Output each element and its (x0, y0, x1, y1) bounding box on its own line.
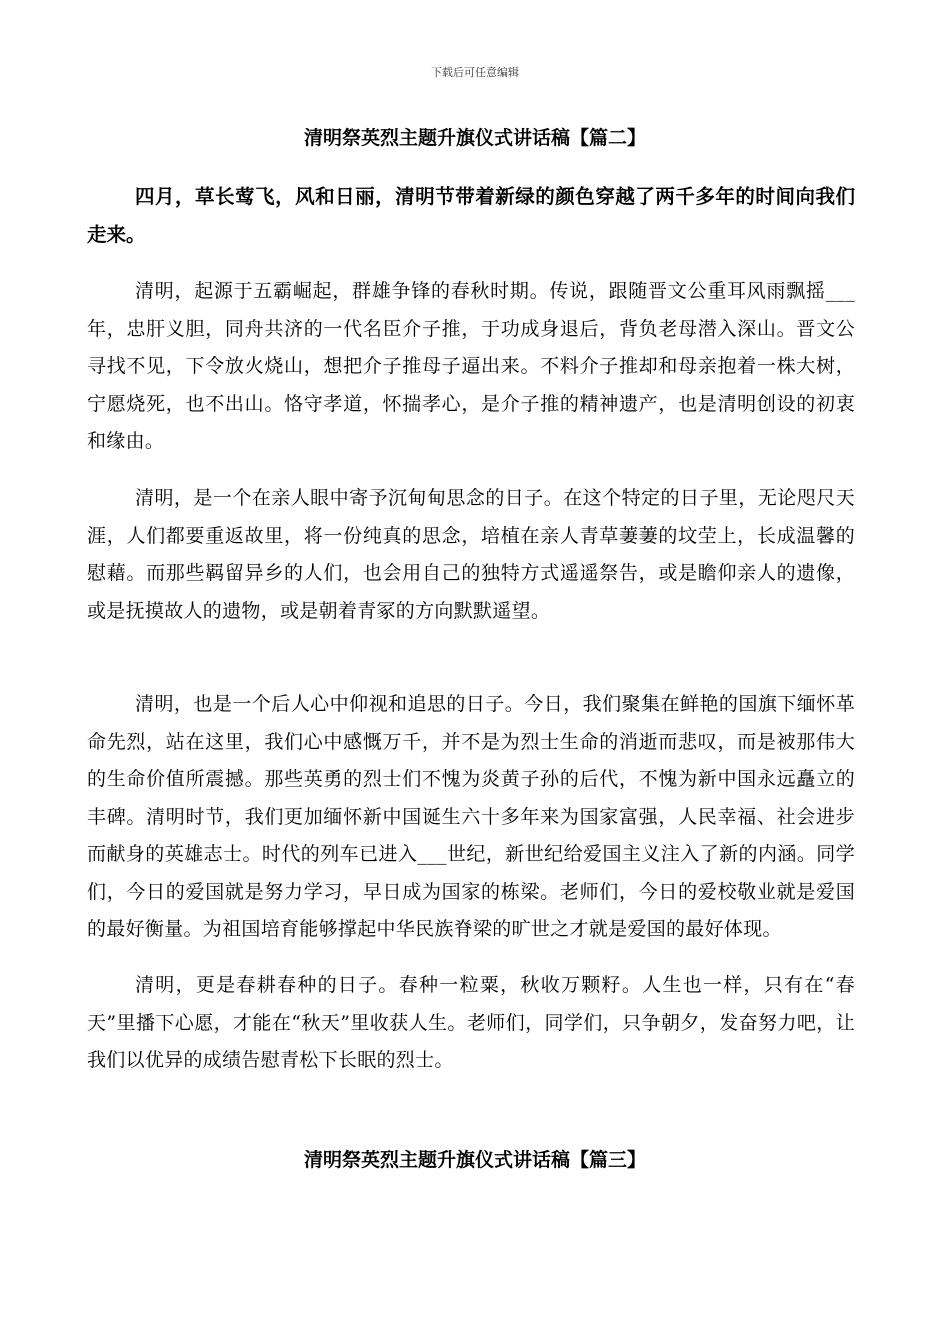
header-note: 下载后可任意编辑 (431, 66, 519, 79)
paragraph-spring-planting: 清明，更是春耕春种的日子。春种一粒粟，秋收万颗籽。人生也一样，只有在“春天”里播下心愿，才能在“秋天”里收获人生。老师们，同学们，只争朝夕，发奋努力吧，让我们以优异的成绩告慰青松下长眠的烈士。 (87, 974, 855, 1071)
paragraph-martyrs: 清明，也是一个后人心中仰视和追思的日子。今日，我们聚集在鲜艳的国旗下缅怀革命先烈，站在这里，我们心中感慨万千，并不是为烈士生命的消逝而悲叹，而是被那伟大的生命价值所震撼。那些英勇的烈士们不愧为炎黄子孙的后代，不愧为新中国永远矗立的丰碑。清明时节，我们更加缅怀新中国诞生六十多年来为国家富强，人民幸福、社会进步而献身的英雄志士。时代的列车已进入___世纪，新世纪给爱国主义注入了新的内涵。同学们，今日的爱国就是努力学习，早日成为国家的栋梁。老师们，今日的爱校敬业就是爱国的最好衡量。为祖国培育能够撑起中华民族脊梁的旷世之才就是爱国的最好体现。 (87, 693, 855, 940)
section-three-title: 清明祭英烈主题升旗仪式讲话稿【篇三】 (303, 1149, 646, 1171)
intro-paragraph: 四月，草长莺飞，风和日丽，清明节带着新绿的颜色穿越了两千多年的时间向我们走来。 (87, 185, 855, 246)
section-two-title: 清明祭英烈主题升旗仪式讲话稿【篇二】 (303, 127, 646, 149)
paragraph-remembrance: 清明，是一个在亲人眼中寄予沉甸甸思念的日子。在这个特定的日子里，无论咫尺天涯，人们都要重返故里，将一份纯真的思念，培植在亲人青草萋萋的坟茔上，长成温馨的慰藉。而那些羁留异乡的人们，也会用自己的独特方式遥遥祭告，或是瞻仰亲人的遗像，或是抚摸故人的遗物，或是朝着青冢的方向默默遥望。 (87, 487, 855, 622)
paragraph-origin: 清明，起源于五霸崛起，群雄争锋的春秋时期。传说，跟随晋文公重耳风雨飘摇___年，忠肝义胆，同舟共济的一代名臣介子推，于功成身退后，背负老母潜入深山。晋文公寻找不见，下令放火烧山，想把介子推母子逼出来。不料介子推却和母亲抱着一株大树，宁愿烧死，也不出山。恪守孝道，怀揣孝心，是介子推的精神遗产，也是清明创设的初衷和缘由。 (87, 280, 855, 452)
